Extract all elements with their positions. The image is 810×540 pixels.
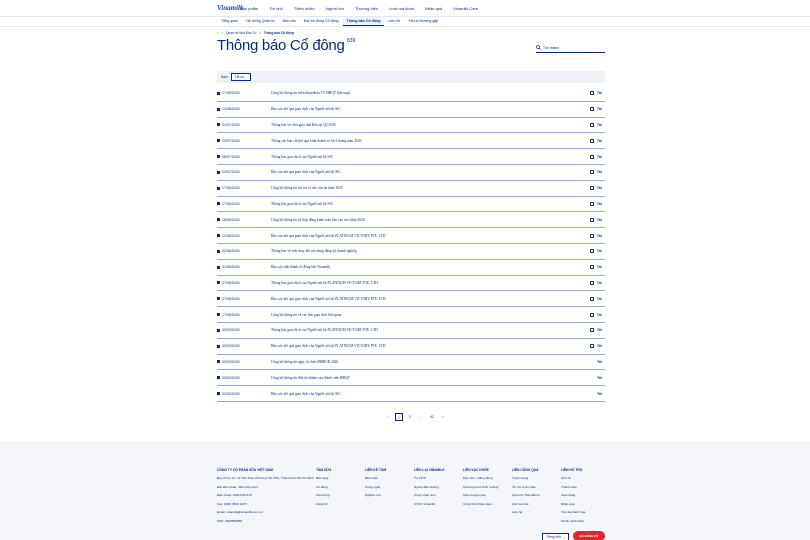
search-input[interactable] <box>543 46 601 50</box>
announcement-title[interactable]: Thông báo giao dịch của Người nội bộ PLATINUM VICTORY PTE. LTD <box>271 328 378 333</box>
footer-column <box>512 468 540 519</box>
download-link[interactable]: Tải <box>597 122 602 127</box>
announcement-list <box>217 86 605 402</box>
footer-link[interactable]: Bảo tàng <box>316 476 329 480</box>
download-link[interactable]: Tải <box>597 359 602 364</box>
footer <box>0 441 810 540</box>
download-link[interactable]: Tải <box>597 312 602 317</box>
company-address: Địa chỉ trụ sở: 10 Tân Trào, Phường Tân Phú, Thành phố Hồ Chí Minh <box>217 476 314 480</box>
download-link[interactable]: Tải <box>597 249 602 254</box>
announcement-date: 12/08/2026 <box>222 107 240 112</box>
bullet-icon <box>217 329 220 332</box>
announcement-row[interactable] <box>217 212 605 228</box>
announcement-date: 02/07/2026 <box>222 170 240 175</box>
download-link[interactable]: Tải <box>597 233 602 238</box>
announcement-row[interactable] <box>217 102 605 118</box>
announcement-date: 30/03/2026 <box>222 344 240 349</box>
download-link[interactable]: Tải <box>597 280 602 285</box>
year-filter-select[interactable]: Tất cả ⌄ <box>231 73 251 81</box>
preview-icon[interactable] <box>590 186 594 190</box>
announcement-date: 30/03/2026 <box>222 359 240 364</box>
page-number[interactable]: 1 <box>395 413 403 421</box>
preview-icon[interactable] <box>590 123 594 127</box>
footer-link[interactable]: Câu chuyện quà <box>463 493 486 497</box>
home-icon[interactable]: ⌂ <box>217 31 219 35</box>
download-link[interactable]: Tải <box>597 91 602 96</box>
year-filter-bar <box>217 71 605 83</box>
announcement-date: 17/06/2026 <box>222 186 240 191</box>
announcement-title[interactable]: Báo cáo kết quả giao dịch của Người nội bộ SIC <box>271 391 341 396</box>
bullet-icon <box>217 360 220 363</box>
announcement-row[interactable] <box>217 355 605 371</box>
preview-icon[interactable] <box>590 202 594 206</box>
preview-icon[interactable] <box>590 344 594 348</box>
announcement-date: 12/06/2026 <box>222 233 240 238</box>
subnav-item[interactable]: Báo cáo <box>282 19 296 23</box>
breadcrumb-parent[interactable]: Quan hệ Nhà Đầu Tư <box>226 31 257 35</box>
announcement-row[interactable] <box>217 339 605 355</box>
preview-icon[interactable] <box>590 139 594 143</box>
company-name: CÔNG TY CỔ PHẦN SỮA VIỆT NAM <box>217 468 273 472</box>
nav-item[interactable]: Nhận quà <box>424 6 443 11</box>
footer-link[interactable]: CVSX Vinamilk <box>414 501 435 506</box>
preview-icon[interactable] <box>590 328 594 332</box>
announcement-title[interactable]: Báo cáo tình thành cổ đông lớn Vinamilk <box>271 265 331 270</box>
footer-link[interactable]: Công nhân viên <box>414 493 436 497</box>
footer-link[interactable]: Giỏi về <box>561 476 571 480</box>
subnav-item[interactable]: Liên hệ <box>388 19 401 23</box>
preview-icon[interactable] <box>590 249 594 253</box>
download-link[interactable]: Tải <box>597 265 602 270</box>
footer-column-heading: LIÊN VỤC KHỎE <box>463 468 489 472</box>
bullet-icon <box>217 313 220 316</box>
bullet-icon <box>217 171 220 174</box>
announcement-date: 07/05/2026 <box>222 280 240 285</box>
nav-item[interactable]: Trẻ nhỏ <box>269 6 283 11</box>
footer-link[interactable]: Nghiên cứu <box>365 493 382 497</box>
breadcrumb: ⌂ › Quan hệ Nhà Đầu Tư › Thông báo Cổ đông <box>217 31 294 35</box>
announcement-date: 02/06/2026 <box>222 249 240 254</box>
announcement-row[interactable] <box>217 323 605 339</box>
footer-link[interactable]: Thanh toán <box>561 484 577 489</box>
year-filter-label: Năm <box>221 75 228 79</box>
download-link[interactable]: Tải <box>597 344 602 349</box>
download-link[interactable]: Tải <box>597 107 602 112</box>
next-page-icon[interactable]: › <box>442 415 444 419</box>
announcement-date: 17/06/2026 <box>222 201 240 206</box>
bullet-icon <box>217 218 220 221</box>
footer-link[interactable]: Chương trình dinh dưỡng <box>463 484 499 489</box>
company-fax: Fax: (028) 3829 1370 <box>217 501 247 506</box>
download-link[interactable]: Tải <box>597 296 602 301</box>
footer-column <box>365 468 386 502</box>
announcement-date: 31/05/2026 <box>222 265 240 270</box>
download-link[interactable]: Tải <box>597 328 602 333</box>
bullet-icon <box>217 250 220 253</box>
subnav-item[interactable]: Yêu tố thường gặp <box>408 19 439 23</box>
search-box <box>536 43 605 53</box>
bullet-icon <box>217 202 220 205</box>
vinamilk-logo[interactable]: Vinamilk <box>217 4 244 12</box>
footer-link[interactable]: Công bố <box>316 501 328 506</box>
bullet-icon <box>217 155 220 158</box>
company-representative: Đặt điện thoại : Mai Kiều Liên <box>217 484 258 489</box>
language-selector[interactable]: Tiếng Việt ⌄ <box>542 533 569 540</box>
announcement-row[interactable] <box>217 244 605 260</box>
announcement-row[interactable] <box>217 307 605 323</box>
bullet-icon <box>217 123 220 126</box>
footer-link[interactable]: Liên hệ <box>512 510 523 514</box>
footer-column-heading: LIÊN KẾ TÂM <box>365 468 387 472</box>
announcement-row[interactable] <box>217 276 605 292</box>
footer-column-heading: LIÊN HỖ TRỢ <box>561 468 583 472</box>
footer-link[interactable]: Tuyển dụng <box>512 476 529 480</box>
bullet-icon <box>217 187 220 190</box>
download-link[interactable]: Tải <box>597 375 602 380</box>
announcement-date: 07/05/2026 <box>222 296 240 301</box>
chevron-down-icon: ⌄ <box>244 75 248 79</box>
bullet-icon <box>217 376 220 379</box>
preview-icon[interactable] <box>590 155 594 159</box>
footer-link[interactable]: Công nghệ <box>365 484 381 489</box>
announcement-row[interactable] <box>217 181 605 197</box>
announcement-title[interactable]: Thông báo giao dịch của Người nội bộ PLATINUM VICTORY PTE. LTD <box>271 280 378 285</box>
footer-link[interactable]: Từ 1976 <box>414 476 426 480</box>
page-number[interactable]: 42 <box>430 415 434 419</box>
announcement-title[interactable]: Thông báo về chốt giao nhà Báo tại Q2 2026 <box>271 122 336 127</box>
announcement-date: 17/08/2026 <box>222 91 240 96</box>
announcement-title[interactable]: Công bố thông tin đơn từ nhiệm của thành viên HĐQT <box>271 375 350 380</box>
announcement-row[interactable] <box>217 386 605 402</box>
subnav-item[interactable]: Tổng quan <box>221 19 239 23</box>
announcement-row[interactable] <box>217 228 605 244</box>
footer-link[interactable]: Giới vạn tấc <box>512 501 529 506</box>
footer-link[interactable]: Chính sách khác <box>561 518 585 523</box>
footer-column <box>561 468 585 527</box>
announcement-row[interactable] <box>217 370 605 386</box>
bullet-icon <box>217 139 220 142</box>
download-link[interactable]: Tải <box>597 154 602 159</box>
announcement-title[interactable]: Thông báo về việc thay đổi nội dung đăng ký doanh nghiệp <box>271 249 357 254</box>
registration-badge[interactable]: ĐÃ ĐĂNG KÝ <box>573 531 605 540</box>
nav-item[interactable]: Thiên nhiên <box>293 6 315 11</box>
announcement-date: 17/05/2026 <box>222 312 240 317</box>
preview-icon[interactable] <box>590 265 594 269</box>
download-link[interactable]: Tải <box>597 201 602 206</box>
page-number[interactable]: ... <box>419 415 423 419</box>
bullet-icon <box>217 234 220 237</box>
announcement-title[interactable]: Báo cáo kết quả giao dịch của Người nội bộ PLATINUM VICTORY PTE. LTD <box>271 233 386 238</box>
footer-column-heading: LIÊN CÔNG QUẢ <box>512 468 539 472</box>
announcement-row[interactable] <box>217 118 605 134</box>
announcement-title[interactable]: Thông báo giao dịch của Người nội bộ SIC <box>271 201 334 206</box>
subnav-item[interactable]: Thông báo Cổ đông <box>343 17 385 26</box>
top-navigation <box>0 0 810 16</box>
announcement-title[interactable]: Báo cáo kết quả giao dịch của Người nội bộ PLATINUM VICTORY PTE. LTD <box>271 296 386 301</box>
download-link[interactable]: Tải <box>597 170 602 175</box>
announcement-row[interactable] <box>217 86 605 102</box>
subnav-item[interactable]: Hệ thống Quản trị <box>246 19 275 23</box>
preview-icon[interactable] <box>590 107 594 111</box>
bullet-icon <box>217 92 220 95</box>
footer-link[interactable]: Quan hệ Nhà đầu tư <box>512 493 541 497</box>
download-link[interactable]: Tải <box>597 391 602 396</box>
footer-link[interactable]: Mục tiêu - Năng động <box>463 476 493 480</box>
footer-column-heading: TẦM SỮA <box>316 468 332 472</box>
company-tax-id: MST: 0300588569 <box>217 518 243 523</box>
announcement-date: 08/07/2026 <box>222 154 240 159</box>
bullet-icon <box>217 108 220 111</box>
footer-link[interactable]: Câu hỏng <box>316 493 330 497</box>
nav-item[interactable]: Thương hiệu <box>354 6 379 11</box>
footer-link[interactable]: Cổ đông <box>316 484 328 489</box>
bullet-icon <box>217 281 220 284</box>
preview-icon[interactable] <box>590 170 594 174</box>
bullet-icon <box>217 266 220 269</box>
announcement-row[interactable] <box>217 260 605 276</box>
nav-item[interactable]: Lười mà khoẻ <box>389 6 414 11</box>
footer-column-heading: LIÊN LẠI VINAMILK <box>414 468 445 472</box>
announcement-date: 22/07/2026 <box>222 138 240 143</box>
subnav-divider <box>0 26 810 27</box>
announcement-title[interactable]: Công bố thông tin ký hợp đồng kiểm toán báo cáo tài chính 2026 <box>271 217 365 222</box>
footer-link[interactable]: Tin tức & Sự kiện <box>512 484 536 489</box>
announcement-title[interactable]: Công bố thông tin ngày tổ chức ĐHĐCĐ 2026 <box>271 359 339 364</box>
sub-navigation <box>217 17 442 26</box>
footer-column <box>316 468 331 510</box>
download-link[interactable]: Tải <box>597 217 602 222</box>
preview-icon[interactable] <box>590 234 594 238</box>
nav-item[interactable]: Sản phẩm <box>240 6 259 11</box>
footer-link[interactable]: Bản nhạc <box>365 476 379 480</box>
announcement-count: 839 <box>347 38 356 44</box>
announcement-date: 31/07/2026 <box>222 122 240 127</box>
announcement-title[interactable]: Công bố thông tin triển khai/nhận TV HĐQT (kết nạp) <box>271 91 350 96</box>
footer-column <box>463 468 498 510</box>
nav-item[interactable]: Vinamilk Care <box>453 6 479 11</box>
footer-link[interactable]: Người đầu đường <box>414 484 439 489</box>
announcement-title[interactable]: Báo cáo kết quả giao dịch của Người nội bộ PLATINUM VICTORY PTE. LTD <box>271 344 386 349</box>
announcement-row[interactable] <box>217 149 605 165</box>
footer-company <box>217 468 312 527</box>
company-email: Email: vinamilk@vinamilk.com.vn <box>217 510 263 514</box>
announcement-title[interactable]: Báo cáo kết quả giao dịch của Người nội bộ SIC <box>271 170 341 175</box>
announcement-title[interactable]: Công bố thông tin chi trả cổ tức còn lại năm 2025 <box>271 186 343 191</box>
preview-icon[interactable] <box>590 281 594 285</box>
footer-link[interactable]: Giao hàng <box>561 493 576 497</box>
announcement-title[interactable]: Thông báo giao dịch của Người nội bộ SIC <box>271 154 334 159</box>
announcement-date: 18/06/2026 <box>222 217 240 222</box>
download-link[interactable]: Tải <box>597 138 602 143</box>
company-phone: Điện thoại: 1900 636 979 <box>217 493 252 497</box>
announcement-title[interactable]: Công bố thông tin về các bên giao dịch liên quan <box>271 312 342 317</box>
announcement-title[interactable]: Thông cáo báo chí kết quả kinh doanh sơ bộ 6 tháng năm 2026 <box>271 138 362 143</box>
page-title: Thông báo Cổ đông <box>217 37 345 54</box>
page-number[interactable]: 2 <box>409 415 411 419</box>
search-icon[interactable] <box>536 45 541 50</box>
preview-icon[interactable] <box>590 91 594 95</box>
main-menu <box>240 6 489 11</box>
preview-icon[interactable] <box>590 297 594 301</box>
bullet-icon <box>217 392 220 395</box>
announcement-row[interactable] <box>217 133 605 149</box>
pagination <box>384 413 447 421</box>
footer-link[interactable]: Trả của hành hóa <box>561 510 586 514</box>
announcement-date: 02/03/2026 <box>222 391 240 396</box>
footer-link[interactable]: Công thức thảo ngon <box>463 501 493 506</box>
announcement-row[interactable] <box>217 291 605 307</box>
preview-icon[interactable] <box>590 313 594 317</box>
announcement-row[interactable] <box>217 165 605 181</box>
download-link[interactable]: Tải <box>597 186 602 191</box>
prev-page-icon[interactable]: ‹ <box>387 415 389 419</box>
footer-link[interactable]: Nhận quà <box>561 501 575 506</box>
announcement-date: 03/03/2026 <box>222 375 240 380</box>
nav-item[interactable]: Người lớn <box>325 6 344 11</box>
breadcrumb-current: Thông báo Cổ đông <box>263 31 294 35</box>
announcement-row[interactable] <box>217 197 605 213</box>
subnav-item[interactable]: Đại hội đồng Cổ đông <box>303 19 339 23</box>
bullet-icon <box>217 345 220 348</box>
footer-column <box>414 468 445 510</box>
preview-icon[interactable] <box>590 218 594 222</box>
announcement-title[interactable]: Báo cáo kết quả giao dịch của Người nội bộ SIC <box>271 107 341 112</box>
bullet-icon <box>217 297 220 300</box>
announcement-date: 30/03/2026 <box>222 328 240 333</box>
